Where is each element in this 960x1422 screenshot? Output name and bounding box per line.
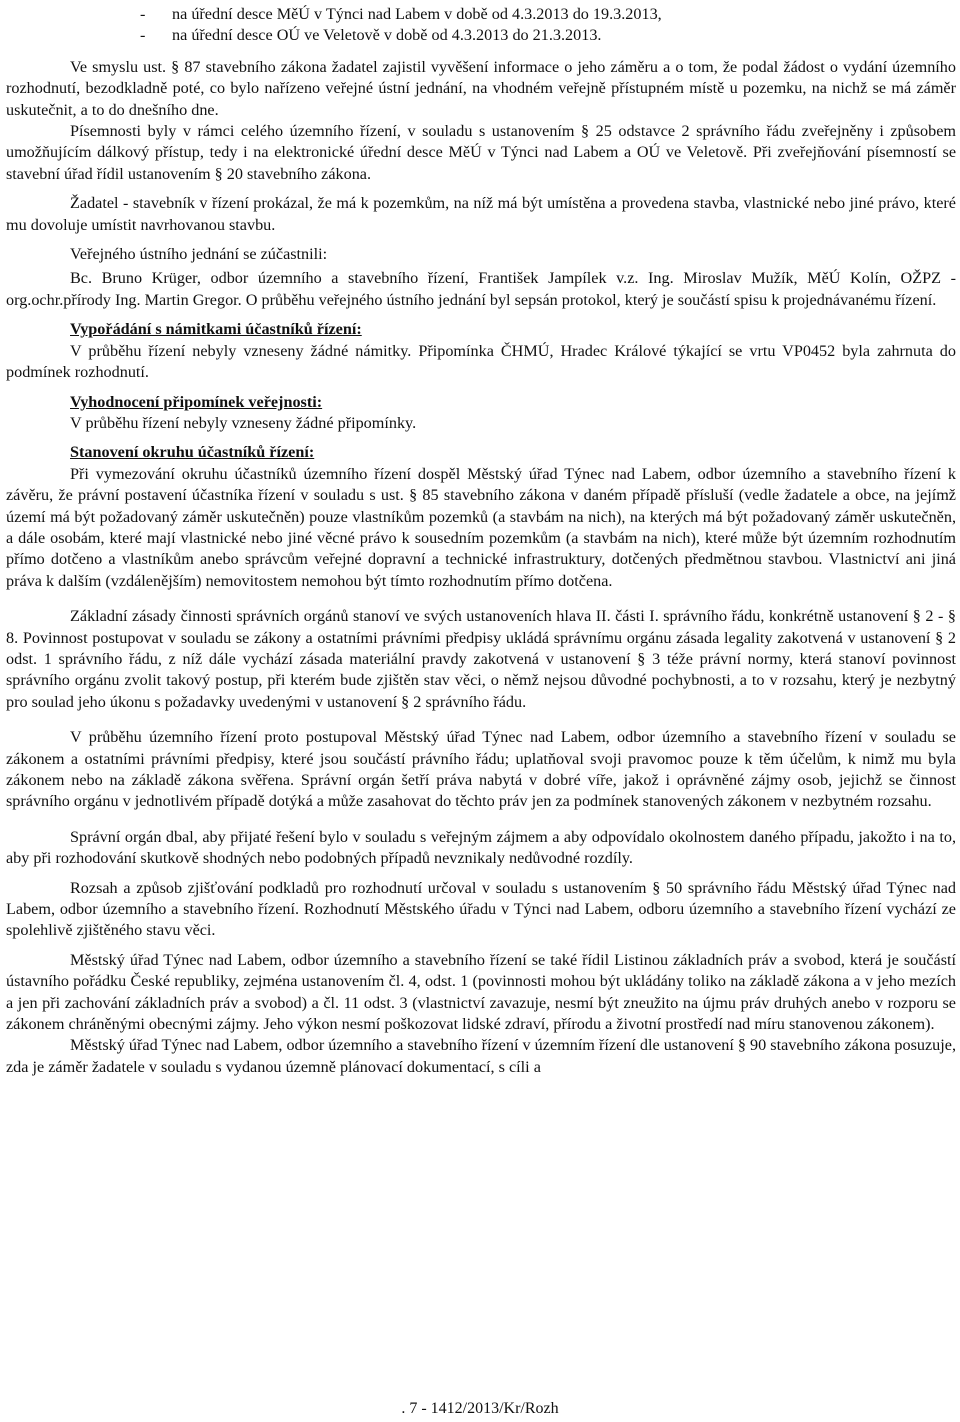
list-dash: - [140, 26, 146, 45]
paragraph-publication: Ve smyslu ust. § 87 stavebního zákona žadatel zajistil vyvěšení informace o jeho záměru a o tom, že podal žádost o vydání územního rozhodnutí, bezodkladně poté, co bylo nařízeno veřejné ústní jednání, na vhodném veřejně přístupném místě u pozemku, na nichž se má záměr uskutečnit, a to do dnešního dne. [6, 57, 956, 119]
paragraph-comments: V průběhu řízení nebyly vzneseny žádné připomínky. [70, 413, 417, 432]
list-item-text: na úřední desce MěÚ v Týnci nad Labem v době od 4.3.2013 do 19.3.2013, [172, 5, 662, 23]
paragraph-public-interest: Správní orgán dbal, aby přijaté řešení bylo v souladu s veřejným zájmem a aby odpovídalo okolnostem daného případu, jakožto i na to, aby při rozhodování skutkově shodných nebo podobných případů nevznikaly nedůvodné rozdíly. [6, 827, 956, 868]
heading-participant-circle: Stanovení okruhu účastníků řízení: [70, 443, 315, 462]
list-item [6, 25, 956, 46]
paragraph-objections: V průběhu řízení nebyly vzneseny žádné námitky. Připomínka ČHMÚ, Hradec Králové týkající se vrtu VP0452 byla zahrnuta do podmínek rozhodnutí. [6, 341, 956, 382]
paragraph-applicant: Žadatel - stavebník v řízení prokázal, že má k pozemkům, na níž má být umístěna a provedena stavba, vlastnické nebo jiné právo, které mu dovoluje umístit navrhovanou stavbu. [6, 194, 956, 234]
paragraph-documents: Písemnosti byly v rámci celého územního řízení, v souladu s ustanovením § 25 odstavce 2 správního řádu zveřejněny i způsobem umožňujícím dálkový přístup, tedy i na elektronické úřední desce MěÚ v Týnci nad Labem a OÚ ve Veletově. Při zveřejňování písemností se stavební úřad řídil ustanovením § 20 stavebního zákona. [6, 122, 956, 183]
heading-objections: Vypořádání s námitkami účastníků řízení: [70, 320, 362, 339]
paragraph-assessment: Městský úřad Týnec nad Labem, odbor územního a stavebního řízení v územním řízení dle ustanovení § 90 stavebního zákona posuzuje, zda je záměr žadatele v souladu s vydanou územně plánovací dokumentací, s cíli a [6, 1036, 956, 1076]
paragraph-participant-circle: Při vymezování okruhu účastníků územního řízení dospěl Městský úřad Týnec nad Labem, odbor územního a stavebního řízení k závěru, že právní postavení účastníka řízení v souladu s ust. § 85 stavebního zákona v daném případě přísluší (vedle žadatele a obce, na jejímž území má být požadovaný záměr uskutečněn) pouze vlastníkům pozemků (a stavbám na nich), na kterých má být požadovaný záměr uskutečněn, a dále osobám, které mají vlastnické nebo jiné věcné právo k sousedním pozemkům (a stavbám na nich), které může být územním rozhodnutím přímo dotčeno a vlastníkům anebo správcům veřejné dopravní a technické infrastruktury, dotčených předmětnou stavbou. Vlastnictví ani jiná práva k dalším (vzdálenějším) nemovitostem nemohou být tímto rozhodnutím přímo dotčena. [6, 464, 956, 590]
document-body [6, 4, 956, 1078]
list-item-text: na úřední desce OÚ ve Veletově v době od 4.3.2013 do 21.3.2013. [172, 26, 602, 45]
participants-label: Veřejného ústního jednání se zúčastnili: [70, 245, 328, 264]
paragraph-principles: Základní zásady činnosti správních orgánů stanoví ve svých ustanoveních hlava II. části I. správního řádu, konkrétně ustanovení § 2 - § 8. Povinnost postupovat v souladu se zákony a ostatními právními předpisy ukládá správnímu orgánu zásada legality zakotvená v ustanovení § 2 odst. 1 správního řádu, z níž dále vychází zásada materiální pravdy zakotvená v ustanovení § 3 téže právní normy, která stanoví povinnost správního orgánu zvolit takový postup, při kterém bude zjištěn stav věci, o němž nejsou důvodné pochybnosti, a to v rozsahu, který je nezbytný pro soulad jeho úkonu s požadavky uvedenými v ustanovení § 2 správního řádu. [6, 607, 956, 711]
list-dash: - [140, 5, 146, 23]
paragraph-charter: Městský úřad Týnec nad Labem, odbor územního a stavebního řízení se také řídil Listinou základních práv a svobod, která je součástí ústavního pořádku České republiky, zejména ustanovením čl. 4, odst. 1 (povinnosti mohou být ukládány toliko na základě zákona a v jeho mezích a jen při zachování základních práv a svobod) a čl. 11 odst. 3 (vlastnictví zavazuje, nesmí být zneužito na újmu práv druhých anebo v rozporu se zákonem chráněnými obecnými zájmy. Jeho výkon nesmí poškozovat lidské zdraví, přírodu a životní prostředí nad míru stanovenou zákonem). [6, 950, 956, 1034]
paragraph-participants: Bc. Bruno Krüger, odbor územního a stavebního řízení, František Jampílek v.z. Ing. Miroslav Mužík, MěÚ Kolín, OŽPZ - org.ochr.přírody Ing. Martin Gregor. O průběhu veřejného ústního jednání byl sepsán protokol, který je součástí spisu k projednávanému řízení. [6, 269, 956, 309]
list-item [6, 4, 956, 25]
heading-comments: Vyhodnocení připomínek veřejnosti: [70, 392, 323, 411]
paragraph-scope: Rozsah a způsob zjišťování podkladů pro rozhodnutí určoval v souladu s ustanovením § 50 správního řádu Městský úřad Týnec nad Labem, odbor územního a stavebního řízení. Rozhodnutí Městského úřadu v Týnci nad Labem, odboru územního a stavebního řízení vychází ze spolehlivě zjištěného stavu věci. [6, 878, 956, 940]
paragraph-procedure: V průběhu územního řízení proto postupoval Městský úřad Týnec nad Labem, odbor územního a stavebního řízení v souladu se zákonem a ostatními právními předpisy, které jsou součástí právního řádu; uplatňoval svoji pravomoc pouze k těm účelům, k nimž mu byla zákonem nebo na základě zákona svěřena. Správní orgán šetří práva nabytá v dobré víře, jakož i oprávněné zájmy osob, jejichž se činnost správního orgánu v jednotlivém případě dotýká a může zasahovat do těchto práv jen za podmínek stanovených zákonem v nezbytném rozsahu. [6, 728, 956, 811]
page-footer: . 7 - 1412/2013/Kr/Rozh [401, 1400, 559, 1417]
